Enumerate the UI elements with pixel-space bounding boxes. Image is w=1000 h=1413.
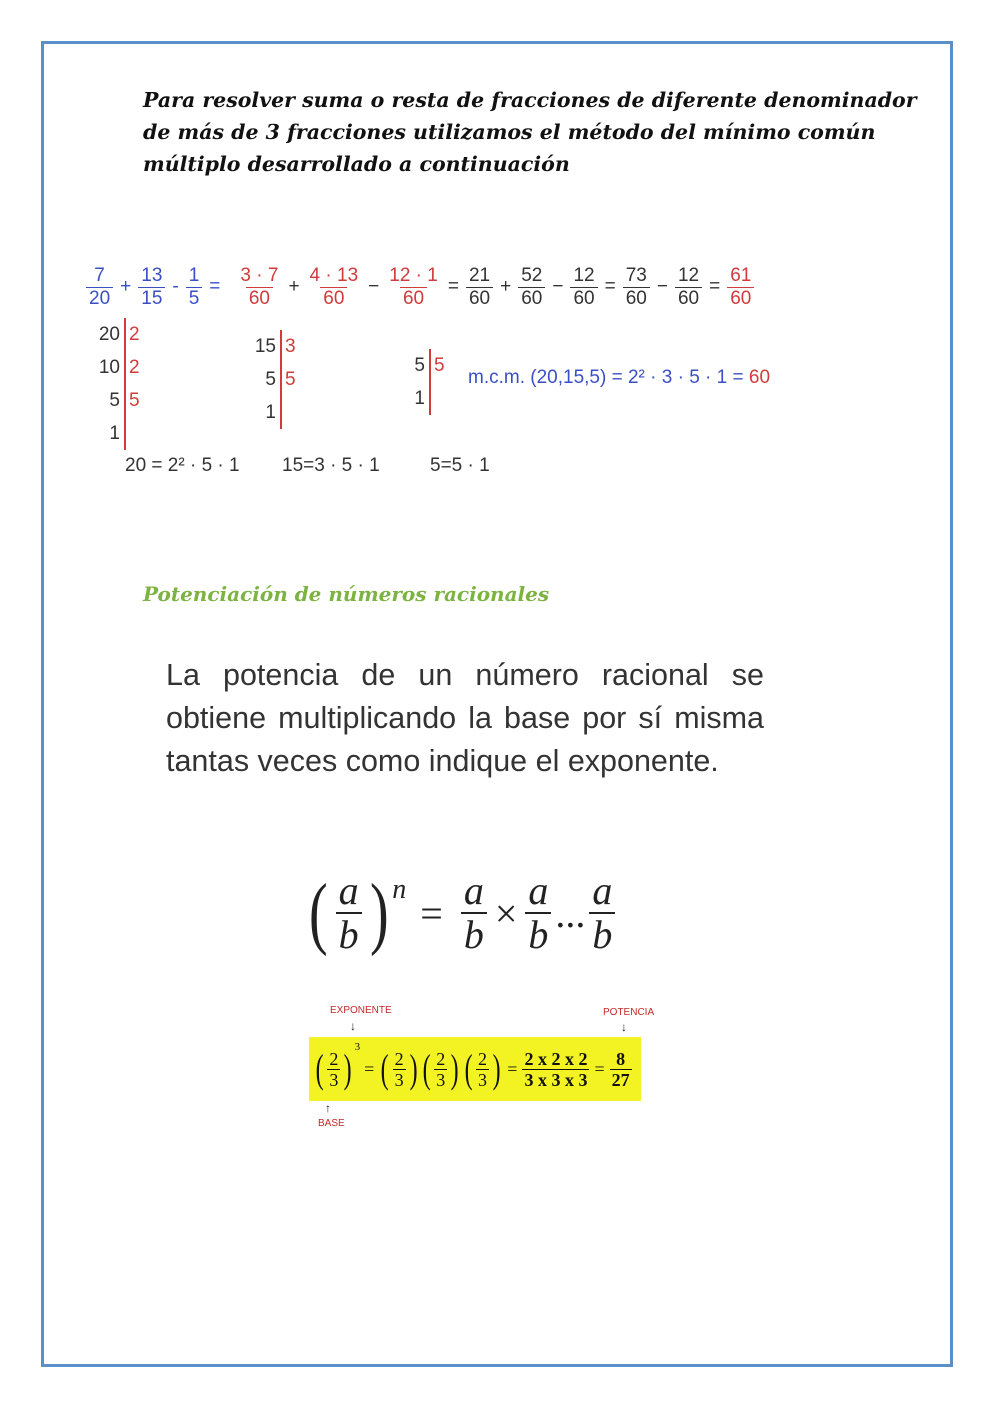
factor-row xyxy=(395,349,450,382)
fraction xyxy=(237,265,281,310)
fraction xyxy=(138,265,165,310)
paren-right: ) xyxy=(343,1046,352,1091)
numerator: a xyxy=(463,868,484,913)
formula-fraction xyxy=(589,870,615,956)
example-fraction xyxy=(434,1049,447,1090)
denominator: 60 xyxy=(727,287,754,310)
operator: − xyxy=(656,276,668,297)
example-fraction xyxy=(327,1049,340,1090)
factor-divisor xyxy=(429,382,450,415)
factor-number: 1 xyxy=(265,401,276,423)
factor-number: 5 xyxy=(414,354,425,376)
operator: + xyxy=(500,276,512,297)
numerator: 21 xyxy=(468,264,491,286)
operator: + xyxy=(288,276,300,297)
decomposition-20: 20 = 2² · 5 · 1 xyxy=(125,455,240,476)
denominator: 60 xyxy=(570,287,597,310)
mcm-result xyxy=(468,367,770,389)
mcm-label: m.c.m. (20,15,5) = 2² · 3 · 5 · 1 = xyxy=(468,367,744,388)
fraction xyxy=(86,265,113,310)
example-fraction xyxy=(610,1049,632,1090)
denominator: 60 xyxy=(246,287,273,310)
numerator: a xyxy=(592,868,613,913)
factor-divisor: 5 xyxy=(280,363,301,396)
paren-left: ( xyxy=(464,1046,473,1091)
denominator: 60 xyxy=(466,287,493,310)
factor-row xyxy=(90,318,145,351)
factor-row xyxy=(90,417,145,450)
numerator: 73 xyxy=(625,264,647,286)
numerator: 2 xyxy=(477,1048,487,1069)
denominator: 3 xyxy=(436,1069,446,1090)
factor-number: 1 xyxy=(109,422,120,444)
factorization-20 xyxy=(90,318,145,450)
arrow-down-icon: ↓ xyxy=(621,1020,627,1034)
numerator: 2 xyxy=(394,1048,404,1069)
numerator: 7 xyxy=(94,264,105,286)
denominator: 60 xyxy=(320,287,347,310)
mcm-value: 60 xyxy=(748,367,771,388)
numerator: 3 · 7 xyxy=(240,264,279,286)
label-exponente: EXPONENTE xyxy=(330,1005,392,1016)
paren-right: ) xyxy=(409,1046,418,1091)
factor-divisor xyxy=(124,417,145,450)
factor-number: 1 xyxy=(414,387,425,409)
factor-divisor: 2 xyxy=(124,351,145,384)
fraction xyxy=(466,265,493,310)
factor-divisor: 2 xyxy=(124,318,145,351)
fraction xyxy=(727,265,754,310)
equals: = xyxy=(364,1058,375,1079)
numerator: a xyxy=(338,868,359,913)
paren-right: ) xyxy=(369,869,389,957)
denominator: 60 xyxy=(518,287,545,310)
example-fraction xyxy=(522,1049,589,1090)
times-sign: × xyxy=(494,890,518,936)
fraction xyxy=(186,265,203,310)
numerator: a xyxy=(528,868,549,913)
exponent: n xyxy=(392,874,407,905)
numerator: 8 xyxy=(616,1048,626,1069)
operator: = xyxy=(447,276,459,297)
numerator: 2 x 2 x 2 xyxy=(524,1048,588,1069)
numerator: 13 xyxy=(141,264,163,286)
formula-fraction xyxy=(336,870,362,956)
denominator: 20 xyxy=(86,287,113,310)
paren-left: ( xyxy=(380,1046,389,1091)
factor-row xyxy=(90,351,145,384)
formula-fraction xyxy=(461,870,487,956)
operator: = xyxy=(604,276,616,297)
paren-right: ) xyxy=(450,1046,459,1091)
factor-row xyxy=(395,382,450,415)
denominator: 60 xyxy=(623,287,650,310)
denominator: 3 x 3 x 3 xyxy=(524,1069,588,1090)
numerator: 4 · 13 xyxy=(309,264,359,286)
paren-left: ( xyxy=(422,1046,431,1091)
fraction xyxy=(307,265,362,310)
denominator: 60 xyxy=(400,287,427,310)
factor-number: 15 xyxy=(254,335,276,357)
intro-text: Para resolver suma o resta de fracciones de diferente denominador de más de 3 fracciones utilizamos el método del mínimo común múltiplo desarrollado a continuación xyxy=(143,88,917,176)
denominator: 3 xyxy=(477,1069,487,1090)
paren-left: ( xyxy=(308,869,328,957)
operator: − xyxy=(552,276,564,297)
fraction xyxy=(386,265,441,310)
factor-divisor: 5 xyxy=(124,384,145,417)
factor-number: 10 xyxy=(98,356,120,378)
exponent: 3 xyxy=(354,1041,361,1053)
decomposition-15: 15=3 · 5 · 1 xyxy=(282,455,380,476)
equals: = xyxy=(594,1058,605,1079)
example-fraction xyxy=(476,1049,489,1090)
equals: = xyxy=(507,1058,518,1079)
denominator: 3 xyxy=(329,1069,339,1090)
example-fraction xyxy=(393,1049,406,1090)
denominator: 15 xyxy=(138,287,165,310)
denominator: b xyxy=(589,912,615,956)
denominator: 3 xyxy=(394,1069,404,1090)
numerator: 12 xyxy=(573,264,595,286)
operator: = xyxy=(209,276,221,297)
fraction xyxy=(675,265,702,310)
formula-fraction xyxy=(525,870,551,956)
operator: − xyxy=(368,276,380,297)
fraction xyxy=(623,265,650,310)
power-formula xyxy=(305,870,619,956)
factorization-15 xyxy=(246,330,301,429)
factor-divisor: 5 xyxy=(429,349,450,382)
label-potencia: POTENCIA xyxy=(603,1007,655,1018)
arrow-up-icon: ↑ xyxy=(325,1101,331,1115)
fraction xyxy=(570,265,597,310)
fraction xyxy=(518,265,545,310)
numerator: 12 · 1 xyxy=(389,264,438,286)
denominator: b xyxy=(461,912,487,956)
numerator: 61 xyxy=(730,264,752,286)
section-subtitle: Potenciación de números racionales xyxy=(143,582,550,606)
decomposition-5: 5=5 · 1 xyxy=(430,455,490,476)
definition-paragraph: La potencia de un número racional se obtiene multiplicando la base por sí misma tantas veces como indique el exponente. xyxy=(166,658,764,778)
denominator: 60 xyxy=(675,287,702,310)
ellipsis: ... xyxy=(555,890,586,936)
factor-number: 5 xyxy=(265,368,276,390)
numerator: 1 xyxy=(188,264,200,286)
operator: = xyxy=(709,276,721,297)
denominator: b xyxy=(525,912,551,956)
fraction-equation xyxy=(82,258,758,316)
denominator: 27 xyxy=(611,1069,630,1090)
equals: = xyxy=(420,890,443,936)
operator: + xyxy=(120,276,132,297)
label-base: BASE xyxy=(318,1118,345,1129)
paren-left: ( xyxy=(315,1046,324,1091)
factor-row xyxy=(90,384,145,417)
arrow-down-icon: ↓ xyxy=(350,1019,356,1033)
factor-divisor: 3 xyxy=(280,330,301,363)
power-example xyxy=(309,1037,641,1101)
factor-number: 20 xyxy=(98,323,120,345)
numerator: 12 xyxy=(677,264,700,286)
operator: - xyxy=(172,276,179,297)
factor-row xyxy=(246,363,301,396)
numerator: 2 xyxy=(329,1048,339,1069)
numerator: 52 xyxy=(521,264,543,286)
paren-right: ) xyxy=(492,1046,501,1091)
numerator: 2 xyxy=(436,1048,446,1069)
denominator: 5 xyxy=(186,287,203,310)
factor-divisor xyxy=(280,396,301,429)
denominator: b xyxy=(336,912,362,956)
factor-row xyxy=(246,396,301,429)
factorization-5 xyxy=(395,349,450,415)
factor-number: 5 xyxy=(109,389,120,411)
factor-row xyxy=(246,330,301,363)
